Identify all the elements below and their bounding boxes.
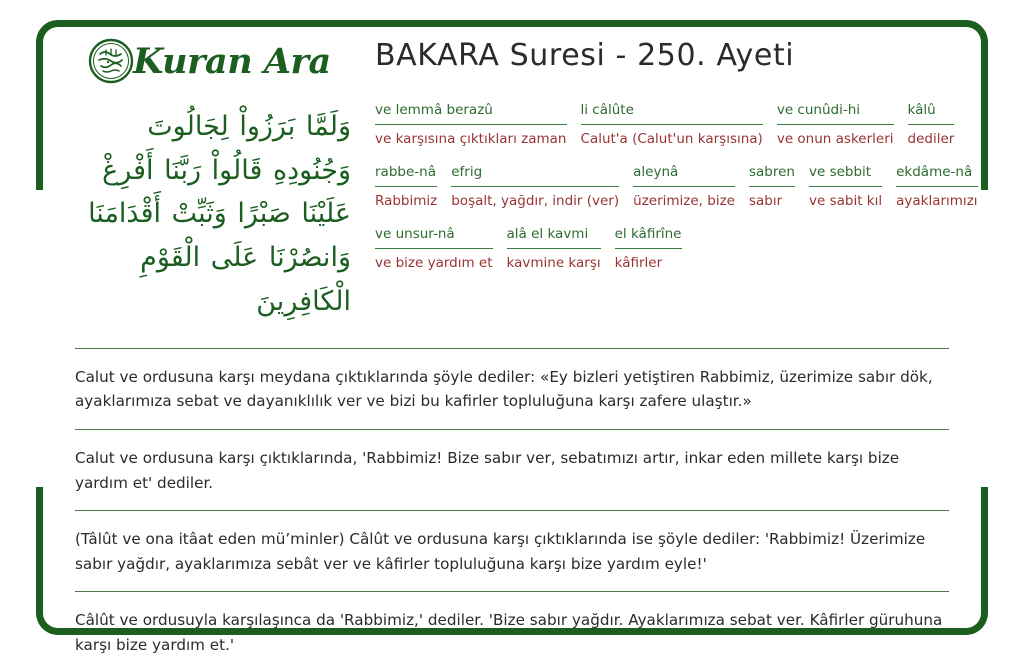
word-row [375,100,978,150]
arabic-verse-line: وَانصُرْنَا عَلَى الْقَوْمِ [140,242,351,274]
word-cell[interactable] [809,162,882,212]
word-cell[interactable] [896,162,977,212]
word-meaning: Calut'a (Calut'un karşısına) [580,130,763,147]
word-transliteration: el kâfirîne [615,224,682,249]
word-cell[interactable] [375,224,493,274]
word-meaning: boşalt, yağdır, indir (ver) [451,192,620,209]
arabic-verse [73,105,353,324]
word-transliteration: li câlûte [581,100,763,125]
site-logo[interactable] [73,35,353,87]
word-cell[interactable] [375,162,437,212]
word-transliteration: ve cunûdi-hi [777,100,894,125]
word-transliteration: alâ el kavmi [507,224,601,249]
word-meaning: sabır [748,192,783,209]
page-content [43,27,981,655]
word-meaning: ve bize yardım et [375,254,493,271]
translation-item: Câlût ve ordusuyla karşılaşınca da 'Rabbimiz,' dediler. 'Bize sabır yağdır. Ayaklarımıza sebat ver. Kâfirler güruhuna karşı bize yardım et.' [75,591,949,661]
word-cell[interactable] [451,162,619,212]
word-meaning: Rabbimiz [375,192,438,209]
verse-left-column [73,27,353,324]
translation-item: Calut ve ordusuna karşı çıktıklarında, 'Rabbimiz! Bize sabır ver, sebatımızı artır, inkar eden millete karşı bize yardım et' dediler. [75,429,949,510]
word-meaning: üzerimize, bize [633,192,735,209]
word-transliteration: ve sebbit [809,162,882,187]
word-by-word-table [375,100,978,274]
arabic-verse-line: عَلَيْنَا صَبْرًا وَثَبِّتْ أَقْدَامَنَا [88,198,351,230]
arabic-verse-line: وَلَمَّا بَرَزُواْ لِجَالُوتَ [147,111,351,142]
word-cell[interactable] [581,100,763,150]
word-cell[interactable] [908,100,955,150]
arabic-verse-line: وَجُنُودِهِ قَالُواْ رَبَّنَا أَفْرِغْ [102,154,351,186]
word-transliteration: ekdâme-nâ [896,162,977,187]
word-meaning: dediler [907,130,955,147]
word-transliteration: aleynâ [633,162,735,187]
translation-item: (Tâlût ve ona itâat eden mü’minler) Câlût ve ordusuna karşı çıktıklarında ise şöyle dediler: 'Rabbimiz! Üzerimize sabır yağdır, ayaklarımıza sebât ver ve kâfirler topluluğuna karşı bize yardım eyle!' [75,510,949,591]
word-cell[interactable] [777,100,894,150]
site-logo-text: Kuran Ara [133,40,331,82]
word-meaning: kâfirler [614,254,663,271]
word-transliteration: efrig [451,162,619,187]
translations-list [73,348,951,662]
verse-header-area [73,27,978,324]
page-title: BAKARA Suresi - 250. Ayeti [375,38,795,73]
quran-calligraphy-emblem-icon [87,37,135,85]
word-row [375,162,978,212]
word-transliteration: sabren [749,162,795,187]
word-row [375,224,978,274]
arabic-verse-line: الْكَافِرِينَ [256,285,351,317]
word-meaning: ayaklarımızı [896,192,978,209]
word-cell[interactable] [633,162,735,212]
word-transliteration: ve lemmâ berazû [375,100,567,125]
word-meaning: ve onun askerleri [776,130,894,147]
word-cell[interactable] [375,100,567,150]
word-meaning: ve sabit kıl [808,192,883,209]
word-cell[interactable] [749,162,795,212]
word-meaning: kavmine karşı [506,254,601,271]
word-transliteration: kâlû [908,100,955,125]
word-transliteration: ve unsur-nâ [375,224,493,249]
word-cell[interactable] [507,224,601,274]
translation-item: Calut ve ordusuna karşı meydana çıktıklarında şöyle dediler: «Ey bizleri yetiştiren Rabbimiz, üzerimize sabır dök, ayaklarımıza sebat ve dayanıklılık ver ve bizi bu kafirler topluluğuna karşı zafere ulaştır.» [75,348,949,429]
verse-right-column [353,27,978,274]
word-transliteration: rabbe-nâ [375,162,437,187]
word-meaning: ve karşısına çıktıkları zaman [375,130,567,147]
word-cell[interactable] [615,224,682,274]
